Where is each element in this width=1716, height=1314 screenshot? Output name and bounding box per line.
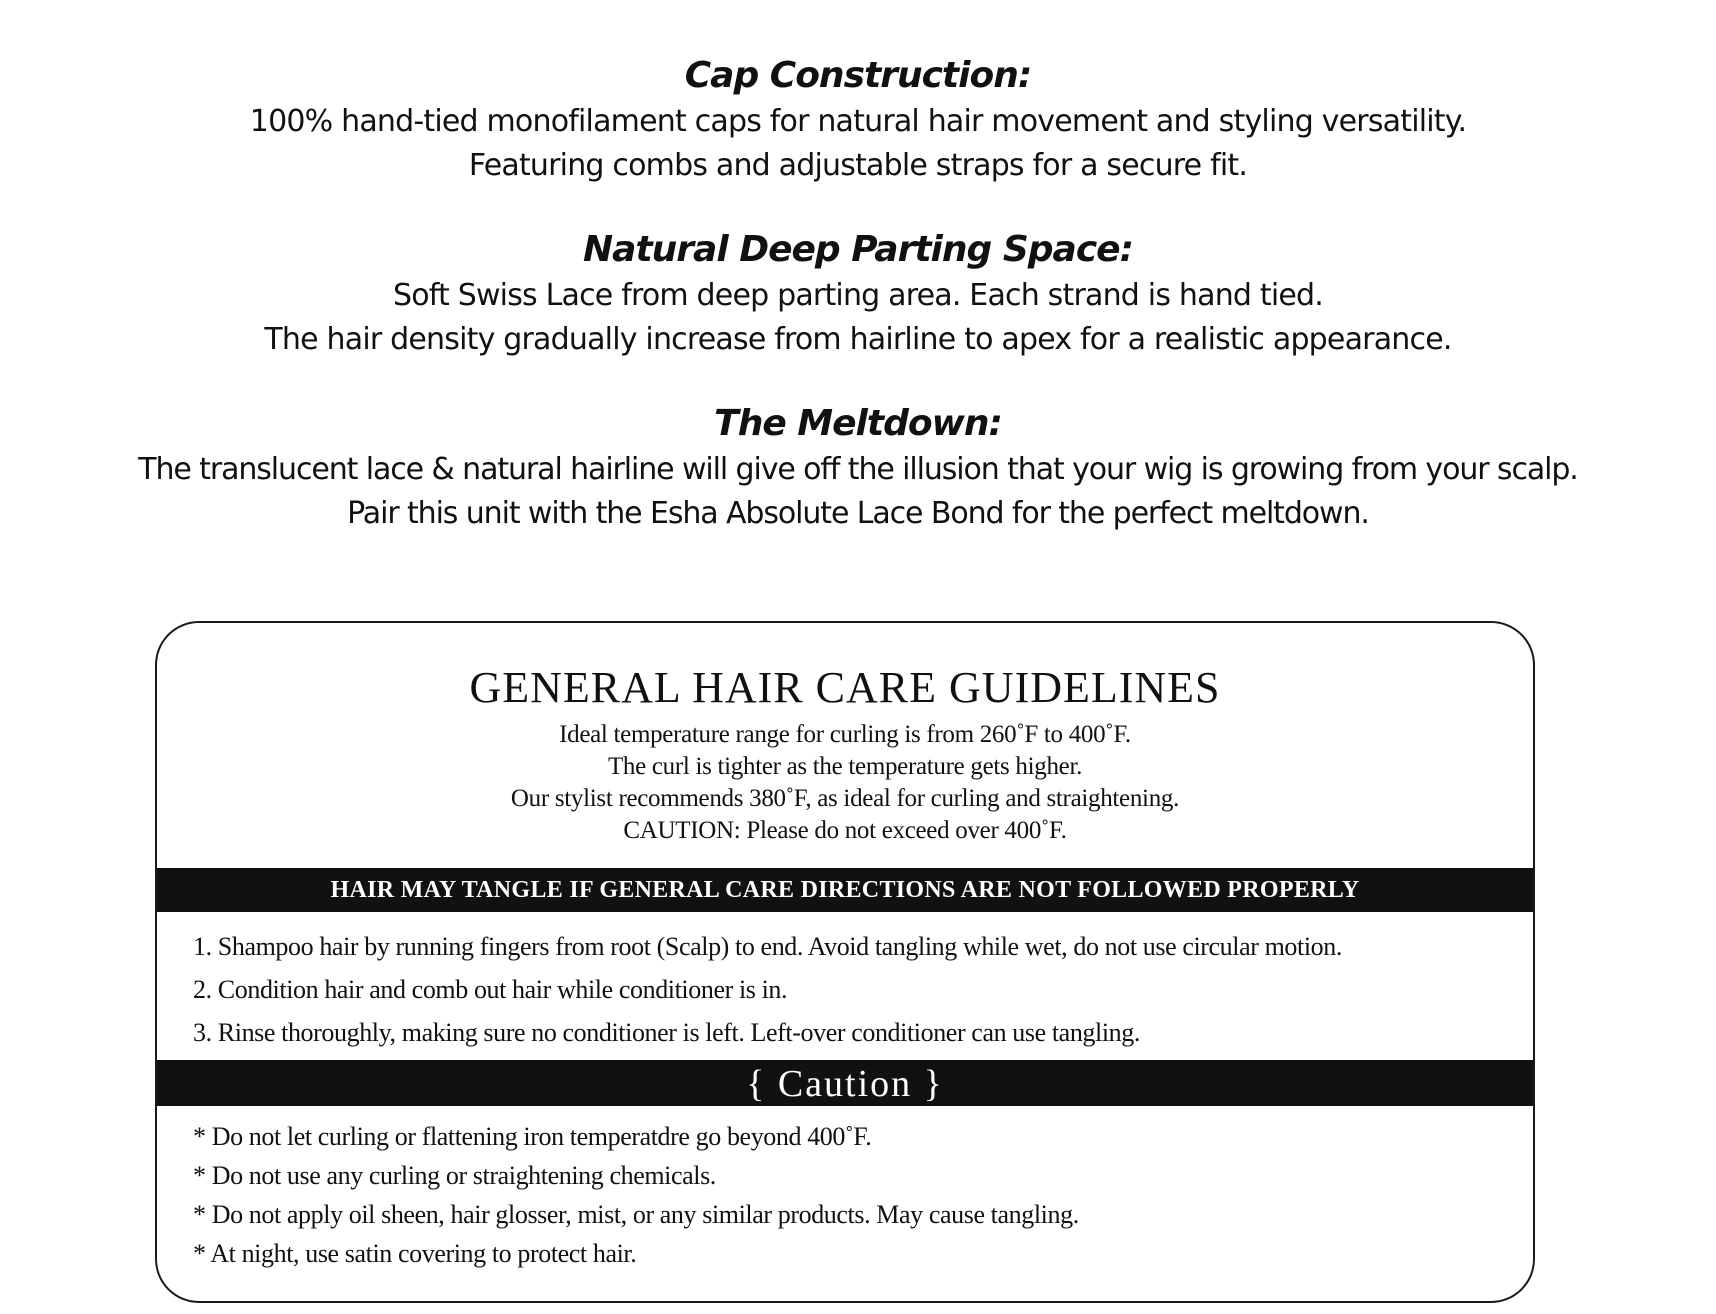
feature-deep-parting xyxy=(0,226,1716,362)
caution-item: * Do not let curling or flattening iron temperatdre go beyond 400˚F. xyxy=(193,1122,872,1151)
care-step: 1. Shampoo hair by running fingers from root (Scalp) to end. Avoid tangling while wet, do not use circular motion. xyxy=(193,932,1342,961)
product-features xyxy=(0,52,1716,574)
feature-meltdown xyxy=(0,400,1716,536)
feature-title: Natural Deep Parting Space: xyxy=(583,229,1133,270)
care-intro-line: CAUTION: Please do not exceed over 400˚F. xyxy=(623,817,1067,844)
feature-cap-construction xyxy=(0,52,1716,188)
tangle-warning-band: HAIR MAY TANGLE IF GENERAL CARE DIRECTIONS ARE NOT FOLLOWED PROPERLY xyxy=(157,868,1533,912)
caution-list xyxy=(193,1117,1079,1273)
hair-care-guidelines-box xyxy=(155,621,1535,1303)
feature-title: The Meltdown: xyxy=(714,403,1002,444)
care-title: GENERAL HAIR CARE GUIDELINES xyxy=(469,663,1221,712)
feature-line: The hair density gradually increase from hairline to apex for a realistic appearance. xyxy=(264,322,1452,357)
feature-title: Cap Construction: xyxy=(684,55,1032,96)
care-intro-line: Our stylist recommends 380˚F, as ideal for curling and straightening. xyxy=(510,785,1180,812)
care-intro-line: Ideal temperature range for curling is from 260˚F to 400˚F. xyxy=(559,721,1131,748)
care-step: 3. Rinse thoroughly, making sure no conditioner is left. Left-over conditioner can use tangling. xyxy=(193,1018,1140,1047)
feature-line: 100% hand-tied monofilament caps for natural hair movement and styling versatility. xyxy=(249,104,1467,139)
caution-band: { Caution } xyxy=(157,1060,1533,1106)
care-steps-list xyxy=(193,925,1342,1054)
feature-line: Pair this unit with the Esha Absolute Lace Bond for the perfect meltdown. xyxy=(347,496,1369,531)
caution-item: * At night, use satin covering to protect hair. xyxy=(193,1239,637,1268)
feature-line: Featuring combs and adjustable straps for a secure fit. xyxy=(468,148,1248,183)
care-intro-line: The curl is tighter as the temperature gets higher. xyxy=(607,753,1083,780)
caution-item: * Do not apply oil sheen, hair glosser, mist, or any similar products. May cause tangling. xyxy=(193,1200,1079,1229)
feature-line: The translucent lace & natural hairline will give off the illusion that your wig is growing from your scalp. xyxy=(138,452,1578,487)
caution-item: * Do not use any curling or straightening chemicals. xyxy=(193,1161,716,1190)
care-step: 2. Condition hair and comb out hair while conditioner is in. xyxy=(193,975,788,1004)
feature-line: Soft Swiss Lace from deep parting area. Each strand is hand tied. xyxy=(392,278,1324,313)
